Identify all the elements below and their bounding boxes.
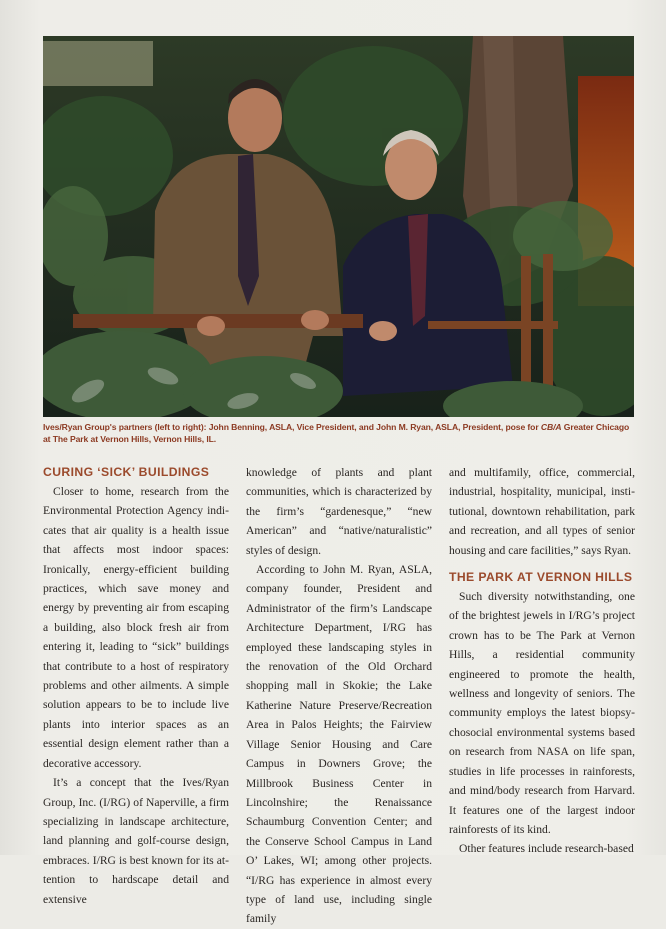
feature-photo (43, 36, 634, 417)
article-column-3 (449, 463, 635, 859)
paragraph: It’s a concept that the Ives/Ryan Group, Inc. (I/RG) of Naperville, a firm specializing in landscape architecture, land planning and golf-course design, embraces. I/RG is best known for its attention to hardscape detail and extensive (43, 776, 229, 906)
caption-publication: CB/A (540, 422, 562, 432)
photo-image (43, 36, 634, 417)
caption-text-1: Ives/Ryan Group's partners (left to right): John Benning, ASLA, Vice President, and John M. Ryan, ASLA, President, pose for (43, 422, 541, 432)
photo-caption (43, 421, 634, 445)
caption-text-2: Greater Chicago at The Park at Vernon Hills, Vernon Hills, IL. (43, 422, 630, 444)
paragraph: and multifamily, office, commercial, industrial, hospitality, municipal, institutional, downtown rehabilitation, park and recreation, and all types of senior housing and care facilities,” says Ryan. (449, 466, 635, 557)
article-column-2 (246, 463, 432, 929)
article-column-1 (43, 463, 229, 909)
paragraph: Closer to home, research from the Environmental Protection Agency indicates that air quality is a health issue that affects most indoor spaces: Ironically, energy-efficient building practices, which save money and energy by preventing air from escaping a building, also block fresh air from entering it, leading to “sick” buildings that contribute to a host of respiratory problems and other ailments. A simple solution appears to be to include live plants into interior spaces as an essential design element rather than a decorative accessory. (43, 485, 229, 770)
paragraph: Such diversity notwithstanding, one of the brightest jewels in I/RG’s project crown has to be The Park at Vernon Hills, a residential community engineered to promote the health, wellness and longevity of seniors. The community employs the latest biopsychosocial environmental systems based on research from NASA on life span, studies in life processes in rainforests, and mind/body research from Harvard. It features one of the largest indoor rainforests of its kind. (449, 590, 635, 836)
section-heading-park-at-vernon-hills: THE PARK AT VERNON HILLS (449, 570, 633, 585)
paragraph: Other features include research-based (459, 842, 634, 856)
section-heading-curing-sick-buildings: CURING ‘SICK’ BUILDINGS (43, 465, 210, 479)
paragraph: According to John M. Ryan, ASLA, company founder, President and Administrator of the firm’s Landscape Architecture Department, I/RG has employed these landscaping styles in the renovation of the Old Orchard shopping mall in Skokie; the Lake Katherine Nature Preserve/Recreation Area in Palos Heights; the Fairview Village Senior Housing and Care Campus in Downers Grove; the Millbrook Business Center in Lincolnshire; the Renaissance Schaumburg Convention Center; and the Conserve School Campus in Land O’ Lakes, WI; among other projects. “I/RG has experience in almost every type of land use, including single family (246, 563, 432, 926)
paragraph: knowledge of plants and plant communities, which is characterized by the firm’s “gardenesque,” “new American” and “native/naturalistic” styles of design. (246, 466, 432, 557)
